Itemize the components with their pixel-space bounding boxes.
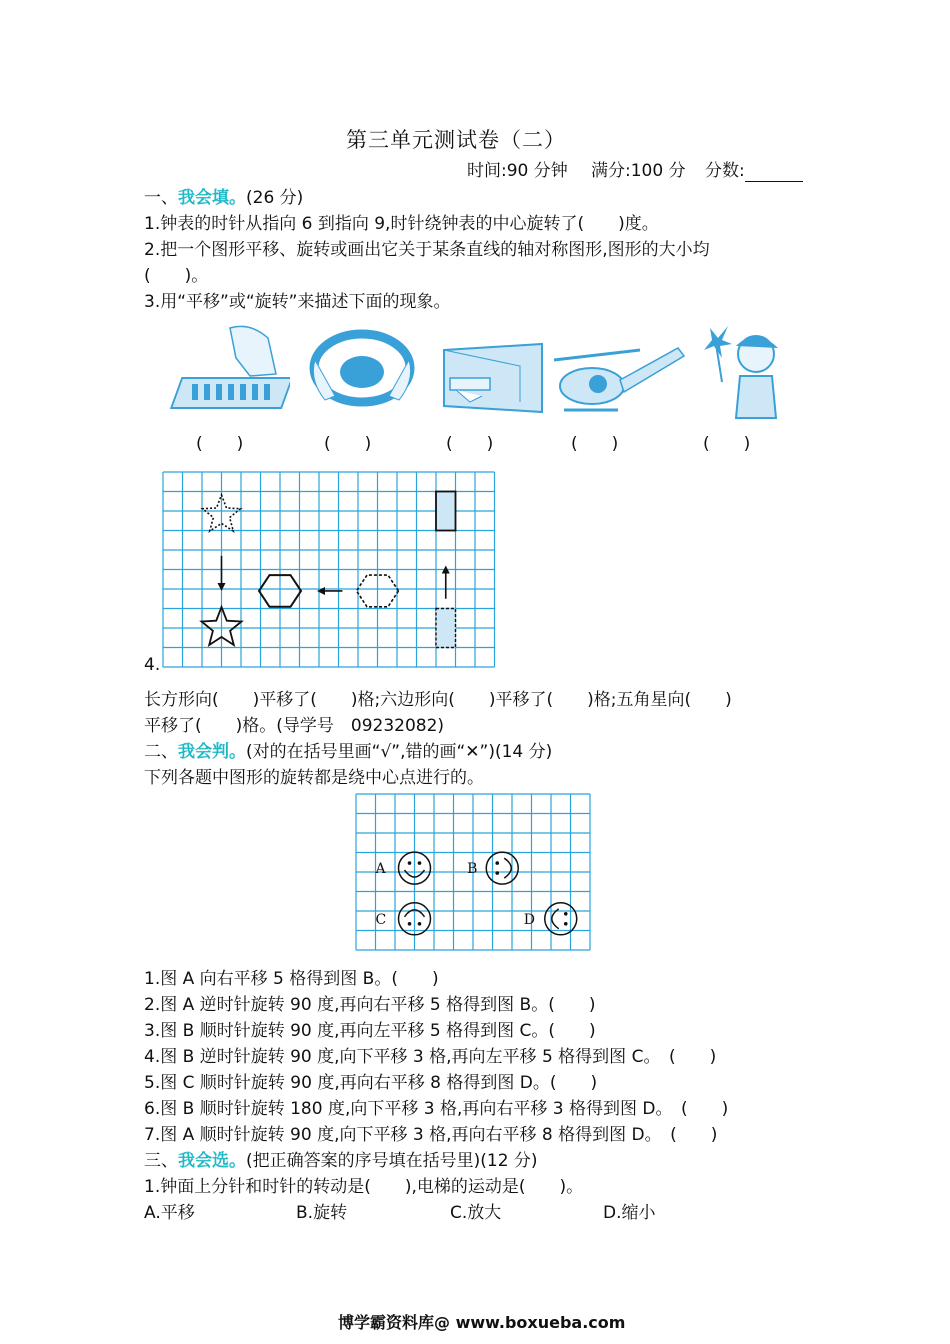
option-c[interactable]: C.放大 [450,1203,502,1223]
solid-rectangle [436,492,456,531]
left-arrow-head [317,587,325,595]
q3-answer-blank-3[interactable]: ( ) [446,434,494,454]
face-eye [495,871,499,875]
full-score-label: 满分:100 分 [591,161,686,181]
translation-grid [160,471,500,673]
down-arrow-head [218,583,226,591]
option-a[interactable]: A.平移 [144,1203,195,1223]
option-d[interactable]: D.缩小 [603,1203,656,1223]
face-eye [408,861,412,865]
section1-heading: 一、我会填。(26 分) [144,188,304,208]
s3-question-1: 1.钟面上分针和时针的转动是( ),电梯的运动是( )。 [144,1177,584,1197]
judge-item-6: 6.图 B 顺时针旋转 180 度,向下平移 3 格,再向右平移 3 格得到图 D。 ( ) [144,1099,729,1119]
pinwheel-boy-picture [700,322,810,422]
rotation-grid [355,793,595,959]
s1-question-3: 3.用“平移”或“旋转”来描述下面的现象。 [144,292,451,312]
section2-keyword: 我会判。 [178,742,246,762]
s1-question-2-line2: ( )。 [144,266,209,286]
face-eye [418,861,422,865]
score-label: 分数: [705,161,745,181]
section2-intro: 下列各题中图形的旋转都是绕中心点进行的。 [144,768,484,788]
face-eye [564,922,568,926]
section3-heading: 三、我会选。(把正确答案的序号填在括号里)(12 分) [144,1151,538,1171]
q3-answer-blank-1[interactable]: ( ) [196,434,244,454]
section3-keyword: 我会选。 [178,1151,246,1171]
score-blank[interactable] [745,165,803,182]
face-eye [495,861,499,865]
face-mouth [504,858,511,878]
judge-item-5: 5.图 C 顺时针旋转 90 度,再向右平移 8 格得到图 D。( ) [144,1073,598,1093]
section1-keyword: 我会填。 [178,188,246,208]
q3-answer-blank-2[interactable]: ( ) [324,434,372,454]
abacus-picture [170,318,290,418]
figure-label-c: C [375,911,387,928]
q4-number: 4. [144,655,161,675]
face-eye [408,922,412,926]
s1-question-1: 1.钟表的时针从指向 6 到指向 9,时针绕钟表的中心旋转了( )度。 [144,214,659,234]
face-b [486,852,518,884]
steering-wheel-picture [305,320,420,416]
face-eye [564,912,568,916]
helicopter-picture [548,340,690,418]
q3-answer-blank-4[interactable]: ( ) [571,434,619,454]
drawer-picture [440,342,546,414]
judge-item-2: 2.图 A 逆时针旋转 90 度,再向右平移 5 格得到图 B。( ) [144,995,596,1015]
s1-question-2-line1: 2.把一个图形平移、旋转或画出它关于某条直线的轴对称图形,图形的大小均 [144,240,710,260]
judge-item-7: 7.图 A 顺时针旋转 90 度,向下平移 3 格,再向右平移 8 格得到图 D。 ( ) [144,1125,718,1145]
judge-item-1: 1.图 A 向右平移 5 格得到图 B。( ) [144,969,439,989]
figure-label-d: D [523,911,535,928]
q3-answer-blank-5[interactable]: ( ) [703,434,751,454]
q4-line2: 平移了( )格。(导学号 09232082) [144,716,445,736]
q4-line1: 长方形向( )平移了( )格;六边形向( )平移了( )格;五角星向( ) [144,690,732,710]
footer-watermark: 博学霸资料库@ www.boxueba.com [338,1313,626,1332]
judge-item-3: 3.图 B 顺时针旋转 90 度,再向左平移 5 格得到图 C。( ) [144,1021,596,1041]
section2-heading: 二、我会判。(对的在括号里画“√”,错的画“✕”)(14 分) [144,742,553,762]
time-label: 时间:90 分钟 [467,161,568,181]
score-field[interactable] [705,160,803,182]
option-b[interactable]: B.旋转 [296,1203,348,1223]
face-mouth [552,909,559,929]
page-title: 第三单元测试卷（二） [346,128,566,152]
figure-label-b: B [467,861,478,878]
judge-item-4: 4.图 B 逆时针旋转 90 度,向下平移 3 格,再向左平移 5 格得到图 C。 ( ) [144,1047,717,1067]
face-outline [486,852,518,884]
face-eye [418,922,422,926]
dashed-rectangle [436,609,456,648]
figure-label-a: A [375,861,386,878]
